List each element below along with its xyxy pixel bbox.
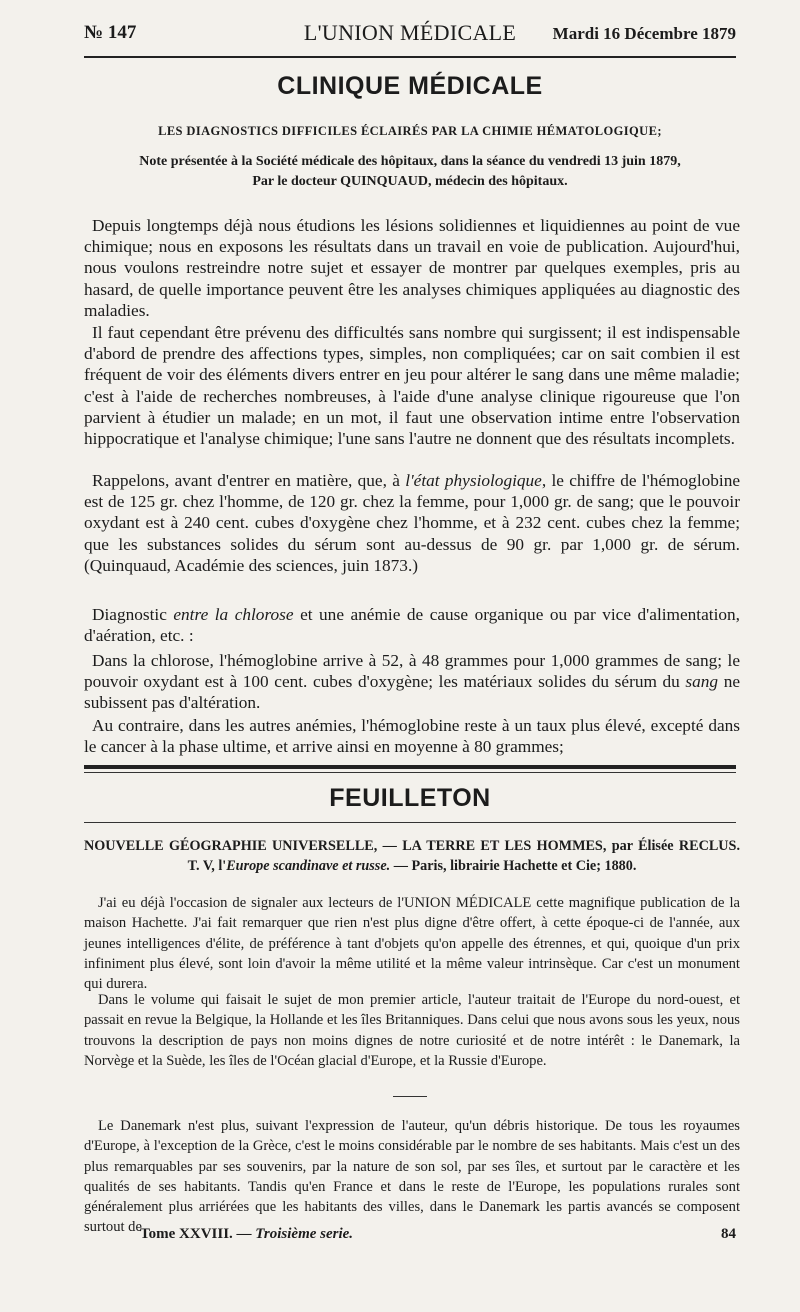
paragraph: Au contraire, dans les autres anémies, l'hémoglobine reste à un taux plus élevé, excepté dans le cancer à la phase ultime, et arrive ainsi en moyenne à 80 grammes; (84, 716, 740, 757)
paragraph: Dans la chlorose, l'hémoglobine arrive à 52, à 48 grammes pour 1,000 grammes de sang; le pouvoir oxydant est à 100 cent. cubes d'oxygène; les matériaux solides du sérum du sang ne subissent pas d'altération. (84, 651, 741, 713)
paragraph: Le Danemark n'est plus, suivant l'expression de l'auteur, qu'un débris historique. De tous les royaumes d'Europe, à l'exception de la Grèce, c'est le moins considérable par le nombre de ses habitants. Mais c'est un des plus remarquables par ses souvenirs, par la nature de son sol, par ses îles, et surtout par le caractère et les qualités de ses habitants. Tandis qu'en France et dans le reste de l'Europe, les populations rurales sont généralement plus arriérées que les habitants des villes, dans le Danemark les partis avancés se composent surtout de (84, 1118, 740, 1236)
paragraph: Depuis longtemps déjà nous étudions les lésions solidiennes et liquidiennes au point de vue chimique; nous en exposons les résultats dans un travail en voie de publication. Aujourd'hui, nous voulons restreindre notre sujet et essayer de montrer par quelques exemples, pris au hasard, de quelle importance peuvent être les analyses chimiques appliquées au diagnostic des maladies. (84, 216, 740, 320)
article-note (84, 152, 736, 192)
page-footer (84, 1226, 736, 1248)
feuilleton-rule (84, 822, 736, 823)
note-line-1: Note présentée à la Société médicale des hôpitaux, dans la séance du vendredi 13 juin 1879, (139, 154, 681, 169)
header-rule (84, 56, 736, 58)
paragraph: Dans le volume qui faisait le sujet de mon premier article, l'auteur traitait de l'Europe du nord-ouest, et passait en revue la Belgique, la Hollande et les îles Britanniques. Dans celui que nous avons sous les yeux, nous trouvons la description de pays non moins dignes de notre curiosité et de notre intérêt : le Danemark, la Norvège et la Suède, les îles de l'Océan glacial d'Europe, et la Russie d'Europe. (84, 992, 740, 1069)
paragraph: Il faut cependant être prévenu des difficultés sans nombre qui surgissent; il est indispensable d'abord de prendre des affections types, simples, non compliquées; car on sait combien il est fréquent de voir des éléments divers entrer en jeu pour altérer le sang dans une même maladie; c'est à l'aide de recherches nombreuses, à l'aide d'une analyse clinique rigoureuse que l'on parvient à étudier un malade; en un mot, il faut une observation intime entre l'observation hippocratique et l'analyse chimique; l'une sans l'autre ne donnent que des résultats incomplets. (84, 323, 740, 449)
feuilleton-divider (84, 765, 736, 769)
issue-number: № 147 (84, 22, 137, 43)
section-title-feuilleton: FEUILLETON (329, 784, 491, 812)
issue-date: Mardi 16 Décembre 1879 (552, 24, 736, 43)
paragraph-separator (393, 1096, 427, 1097)
book-reference (84, 836, 740, 876)
article-subheading: LES DIAGNOSTICS DIFFICILES ÉCLAIRÉS PAR LA CHIMIE HÉMATOLOGIQUE; (158, 124, 662, 138)
page-header (84, 20, 736, 50)
book-reference-line-1: NOUVELLE GÉOGRAPHIE UNIVERSELLE, — LA TERRE ET LES HOMMES, par Élisée RECLUS. (84, 838, 740, 854)
paragraph: Rappelons, avant d'entrer en matière, que, à l'état physiologique, le chiffre de l'hémoglobine est de 125 gr. chez l'homme, de 120 gr. chez la femme, pour 1,000 gr. de sang; que le pouvoir oxydant est à 240 cent. cubes d'oxygène chez l'homme, et à 232 cent. cubes chez la femme; que les substances solides du sérum sont au-dessus de 90 gr. par 1,000 gr. de sérum. (Quinquaud, Académie des sciences, juin 1873.) (84, 471, 741, 575)
note-line-2: Par le docteur QUINQUAUD, médecin des hôpitaux. (252, 174, 568, 189)
feuilleton-divider-thin (84, 772, 736, 773)
volume-info: Tome XXVIII. — Troisième serie. (140, 1226, 354, 1242)
paragraph: Diagnostic entre la chlorose et une anémie de cause organique ou par vice d'alimentation, d'aération, etc. : (84, 605, 740, 646)
book-reference-line-2: T. V, l'Europe scandinave et russe. — Paris, librairie Hachette et Cie; 1880. (187, 858, 637, 874)
page-number: 84 (721, 1226, 736, 1242)
section-title-clinique: CLINIQUE MÉDICALE (277, 72, 543, 100)
paragraph: J'ai eu déjà l'occasion de signaler aux lecteurs de l'UNION MÉDICALE cette magnifique publication de la maison Hachette. J'ai fait remarquer que rien n'est plus digne d'être offert, à cette époque-ci de l'année, aux jeunes intelligences d'élite, de préférence à tant d'objets qu'on appelle des étrennes, et qui, quoique d'un prix infiniment plus élevé, sont loin d'avoir la même utilité et la même valeur intrinsèque. Car c'est un monument qui durera. (84, 895, 740, 993)
journal-title: L'UNION MÉDICALE (303, 20, 517, 45)
